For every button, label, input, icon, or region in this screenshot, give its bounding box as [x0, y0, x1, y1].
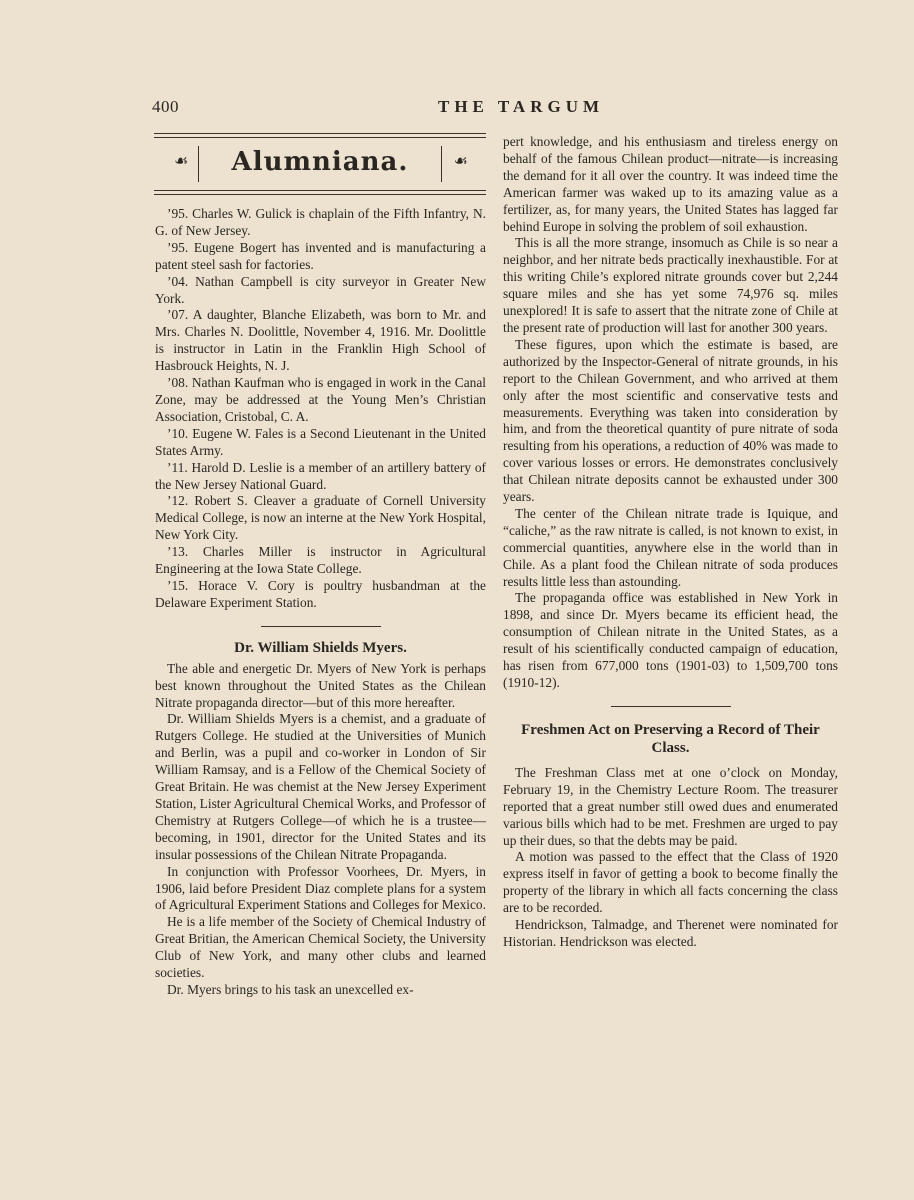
section-divider: [261, 626, 381, 627]
alumni-entry: ’15. Horace V. Cory is poultry husbandman at the Delaware Experiment Station.: [155, 577, 486, 610]
article-paragraph: These figures, upon which the estimate is based, are authorized by the Inspector-General of nitrate grounds, in his report to the Chilean Government, and who arrived at them only after the most scientific and conservative tests and measurements. Everything was taken into consideration by him, and from the theoretical quantity of pure nitrate of soda resulting from his operations, a reduction of 40% was made to cover various losses or errors. He demonstrates conclusively that Chilean nitrate deposits cannot be exhausted under 300 years.: [503, 336, 838, 505]
alumni-entry: ’95. Eugene Bogert has invented and is manufacturing a patent steel sash for factories.: [155, 239, 486, 272]
myers-heading: Dr. William Shields Myers.: [234, 639, 407, 656]
section-divider: [611, 706, 731, 707]
article-paragraph: Dr. William Shields Myers is a chemist, and a graduate of Rutgers College. He studied at the Universities of Munich and Berlin, was a pupil and co-worker in London of Sir William Ramsay, and is a Fellow of the Chemical Society of Great Britain. He was chemist at the New Jersey Experiment Station, Lister Agricultural Chemical Works, and Professor of Chemistry at Rutgers College—of which he is a trustee—becoming, in 1901, director for the United States and its insular possessions of the Chilean Nitrate Propaganda.: [155, 711, 486, 862]
alumniana-banner: [154, 133, 486, 195]
freshmen-article: [503, 765, 838, 951]
page-number: 400: [152, 97, 179, 116]
right-column: [503, 134, 838, 951]
freshmen-heading: Freshmen Act on Preserving a Record of Their Class.: [521, 721, 820, 756]
alumni-entry: ’10. Eugene W. Fales is a Second Lieutenant in the United States Army.: [155, 425, 486, 458]
alumniana-title: Alumniana.: [231, 147, 409, 177]
alumni-entry: ’95. Charles W. Gulick is chaplain of the Fifth Infantry, N. G. of New Jersey.: [155, 206, 486, 238]
myers-article-left: [155, 661, 486, 999]
article-paragraph: This is all the more strange, insomuch as Chile is so near a neighbor, and her nitrate beds practically inexhaustible. For at this writing Chile’s explored nitrate grounds cover but 2,244 square miles and she has yet some 74,976 sq. miles unexplored! It is safe to assert that the nitrate zone of Chile at the present rate of production will last for another 300 years.: [503, 235, 838, 335]
alumni-entry: ’04. Nathan Campbell is city surveyor in Greater New York.: [155, 273, 486, 306]
alumni-entry: ’11. Harold D. Leslie is a member of an artillery battery of the New Jersey National Guard.: [155, 459, 486, 492]
left-column: [155, 206, 486, 999]
alumni-entry: ’12. Robert S. Cleaver a graduate of Cornell University Medical College, is now an interne at the New York Hospital, New York City.: [155, 493, 486, 543]
article-paragraph: The Freshman Class met at one o’clock on Monday, February 19, in the Chemistry Lecture Room. The treasurer reported that a great number still owed dues and enumerated various bills which had to be met. Freshmen are urged to pay up their dues, so that the debts may be paid.: [503, 764, 838, 848]
article-paragraph: pert knowledge, and his enthusiasm and tireless energy on behalf of the famous Chilean product—nitrate—is increasing the demand for it all over the country. It was indeed time the American farmer was waked up to its amazing value as a fertilizer, as, for many years, the United States has lagged far behind Europe in solving the problem of soil exhaustion.: [503, 134, 838, 234]
article-paragraph: In conjunction with Professor Voorhees, Dr. Myers, in 1906, laid before President Diaz complete plans for a system of Agricultural Experiment Stations and Colleges for Mexico.: [155, 863, 486, 913]
alumni-entry: ’08. Nathan Kaufman who is engaged in work in the Canal Zone, may be addressed at the Young Men’s Christian Association, Cristobal, C. A.: [155, 375, 486, 424]
article-paragraph: The able and energetic Dr. Myers of New York is perhaps best known throughout the United States as the Chilean Nitrate propaganda director—but of this more hereafter.: [155, 660, 486, 710]
article-paragraph: He is a life member of the Society of Chemical Industry of Great Britian, the American Chemical Society, the University Club of New York, and many other clubs and learned societies.: [155, 914, 486, 981]
right-ornament-icon: ☙: [453, 153, 468, 170]
left-ornament-icon: ☙: [174, 153, 189, 170]
alumniana-entries: [155, 206, 486, 612]
article-paragraph: The propaganda office was established in New York in 1898, and since Dr. Myers became its efficient head, the consumption of Chilean nitrate in the United States, as a result of his scientifically conducted campaign of education, has risen from 677,000 tons (1901-03) to 1,509,700 tons (1910-12).: [503, 590, 838, 690]
article-paragraph: Dr. Myers brings to his task an unexcelled ex-: [167, 981, 414, 997]
article-paragraph: A motion was passed to the effect that the Class of 1920 express itself in favor of getting a book to become finally the property of the library in which all facts concerning the class are to be recorded.: [503, 849, 838, 916]
running-title: THE TARGUM: [438, 97, 605, 116]
myers-article-right: [503, 134, 838, 692]
article-paragraph: The center of the Chilean nitrate trade is Iquique, and “caliche,” as the raw nitrate is called, is not known to exist, in commercial quantities, anywhere else in the world than in Chile. As a plant food the Chilean nitrate of soda produces results little less than astounding.: [503, 505, 838, 589]
alumni-entry: ’07. A daughter, Blanche Elizabeth, was born to Mr. and Mrs. Charles N. Doolittle, November 4, 1916. Mr. Doolittle is instructor in Latin in the Franklin High School of Hasbrouck Heights, N. J.: [155, 307, 486, 374]
alumni-entry: ’13. Charles Miller is instructor in Agricultural Engineering at the Iowa State College.: [155, 544, 486, 577]
article-paragraph: Hendrickson, Talmadge, and Therenet were nominated for Historian. Hendrickson was elected.: [503, 917, 838, 949]
